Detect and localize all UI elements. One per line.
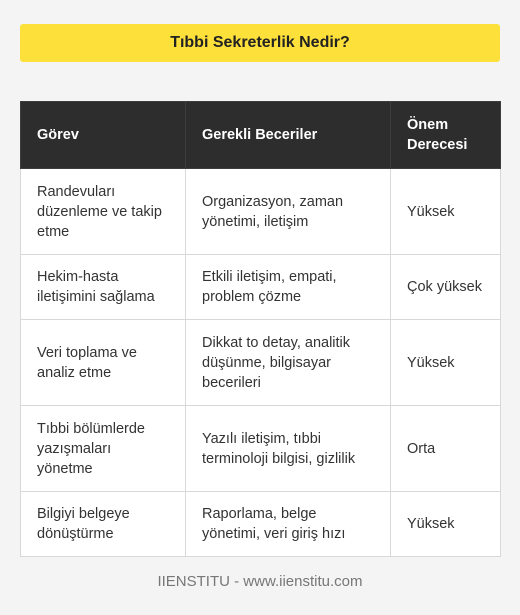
header-importance: Önem Derecesi <box>391 102 501 169</box>
header-task: Görev <box>21 102 186 169</box>
task-cell: Tıbbi bölümlerde yazışmaları yönetme <box>21 406 186 492</box>
table-row <box>21 255 501 320</box>
table-row <box>21 406 501 492</box>
skills-cell: Dikkat to detay, analitik düşünme, bilgisayar becerileri <box>186 320 391 406</box>
importance-cell: Yüksek <box>391 169 501 255</box>
header-skills: Gerekli Beceriler <box>186 102 391 169</box>
importance-cell: Yüksek <box>391 320 501 406</box>
table-row <box>21 492 501 557</box>
skills-cell: Organizasyon, zaman yönetimi, iletişim <box>186 169 391 255</box>
footer-credit: IIENSTITU - www.iienstitu.com <box>157 573 363 590</box>
skills-cell: Etkili iletişim, empati, problem çözme <box>186 255 391 320</box>
task-cell: Bilgiyi belgeye dönüştürme <box>21 492 186 557</box>
skills-cell: Yazılı iletişim, tıbbi terminoloji bilgisi, gizlilik <box>186 406 391 492</box>
importance-cell: Orta <box>391 406 501 492</box>
table-row <box>21 169 501 255</box>
page-title: Tıbbi Sekreterlik Nedir? <box>20 24 500 62</box>
skills-table <box>20 101 501 557</box>
table-header-row <box>21 102 501 169</box>
task-cell: Hekim-hasta iletişimini sağlama <box>21 255 186 320</box>
importance-cell: Çok yüksek <box>391 255 501 320</box>
importance-cell: Yüksek <box>391 492 501 557</box>
task-cell: Veri toplama ve analiz etme <box>21 320 186 406</box>
table-row <box>21 320 501 406</box>
skills-cell: Raporlama, belge yönetimi, veri giriş hızı <box>186 492 391 557</box>
task-cell: Randevuları düzenleme ve takip etme <box>21 169 186 255</box>
